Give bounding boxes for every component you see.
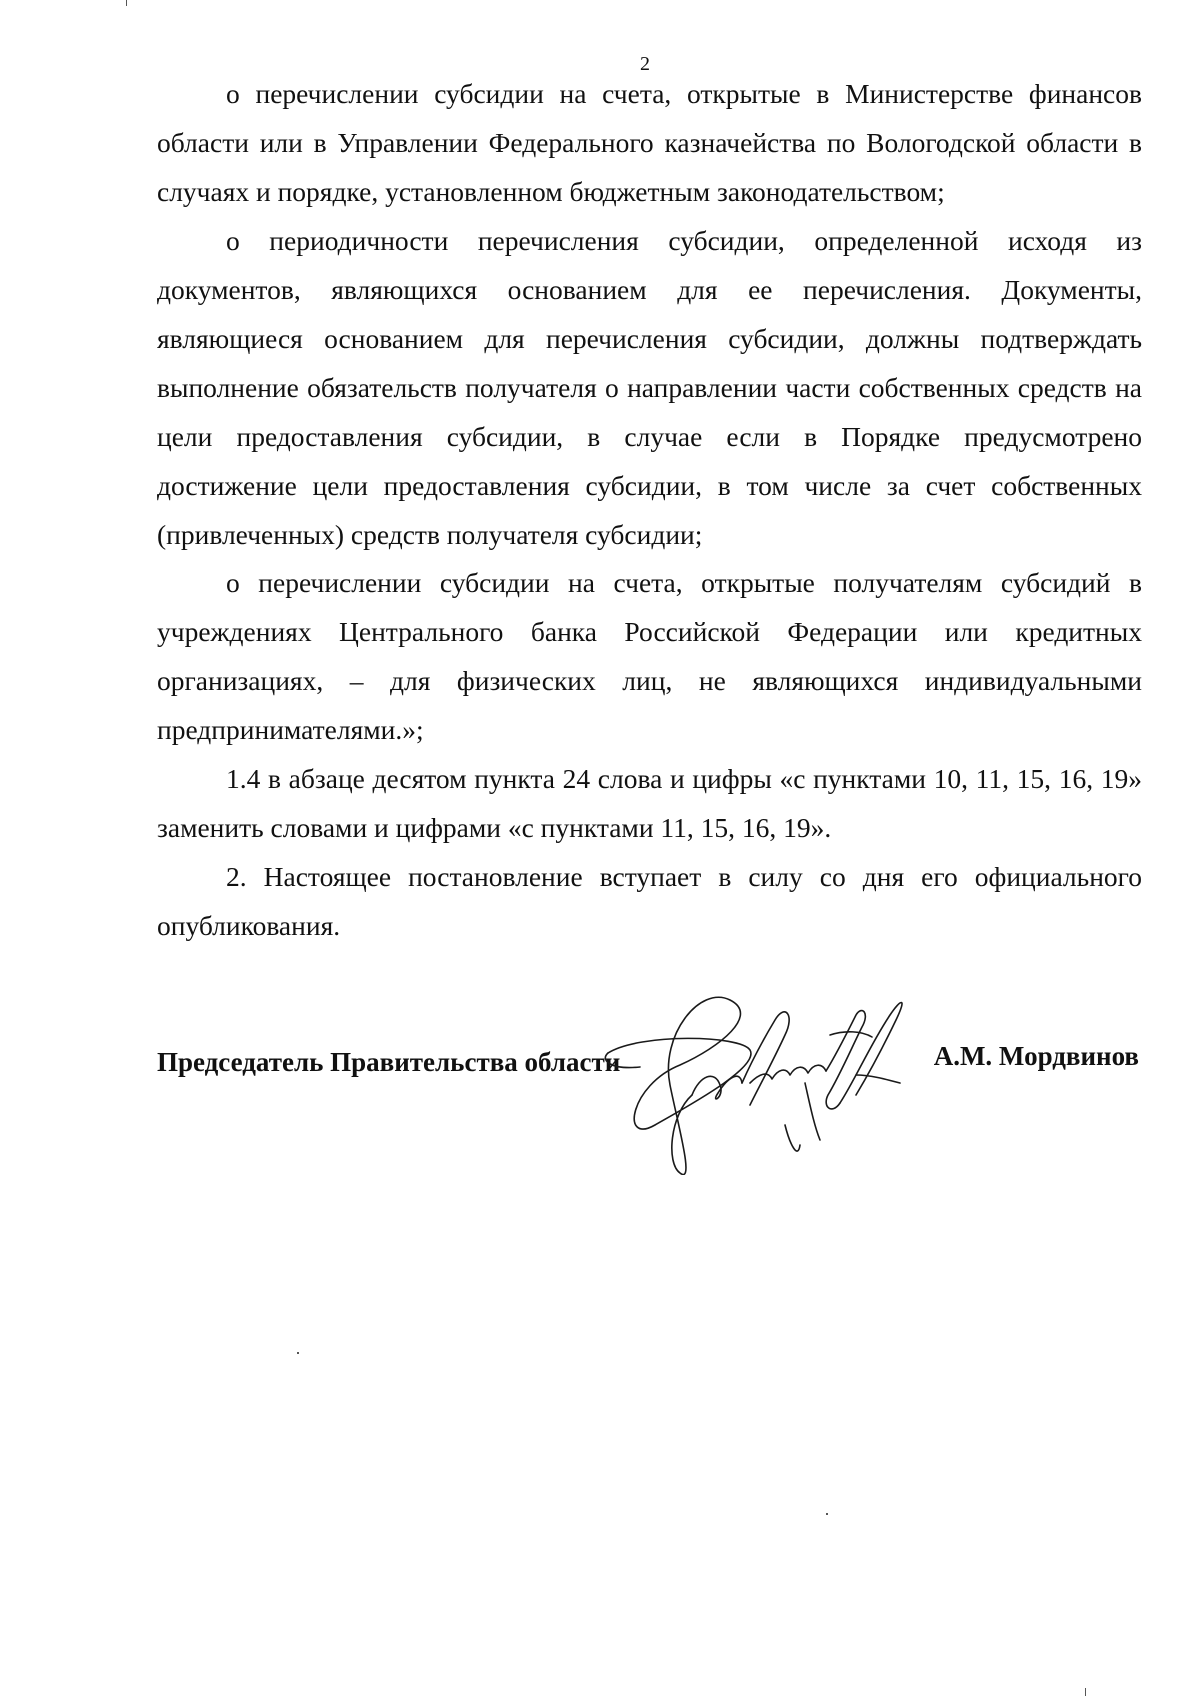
scan-speck	[826, 1513, 828, 1515]
signer-position: Председатель Правительства области	[157, 1047, 621, 1077]
paragraph-individuals-accounts: о перечислении субсидии на счета, открытые получателям субсидий в учреждениях Центрального банка Российской Федерации или кредитных организациях, – для физических лиц, не являющихся индивидуальными предпринимателями.»;	[157, 567, 1142, 745]
page-number: 2	[640, 53, 650, 75]
scan-speck	[297, 1352, 299, 1354]
paragraph-subsidy-accounts: о перечислении субсидии на счета, открытые в Министерстве финансов области или в Управлении Федерального казначейства по Вологодской области в случаях и порядке, установленном бюджетным законодательством;	[157, 78, 1142, 207]
paragraph-transfer-periodicity: о периодичности перечисления субсидии, определенной исходя из документов, являющихся основанием для ее перечисления. Документы, являющиеся основанием для перечисления субсидии, должны подтверждать выполнение обязательств получателя о направлении части собственных средств на цели предоставления субсидии, в случае если в Порядке предусмотрено достижение цели предоставления субсидии, в том числе за счет собственных (привлеченных) средств получателя субсидии;	[157, 225, 1142, 550]
scan-speck	[1085, 1688, 1086, 1696]
paragraph-amendment-1-4: 1.4 в абзаце десятом пункта 24 слова и цифры «с пунктами 10, 11, 15, 16, 19» заменить словами и цифрами «с пунктами 11, 15, 16, 19».	[157, 763, 1142, 843]
handwritten-signature	[600, 975, 960, 1175]
signer-name: А.М. Мордвинов	[933, 1041, 1139, 1071]
paragraph-entry-into-force: 2. Настоящее постановление вступает в силу со дня его официального опубликования.	[157, 861, 1142, 941]
scan-speck	[126, 0, 127, 6]
